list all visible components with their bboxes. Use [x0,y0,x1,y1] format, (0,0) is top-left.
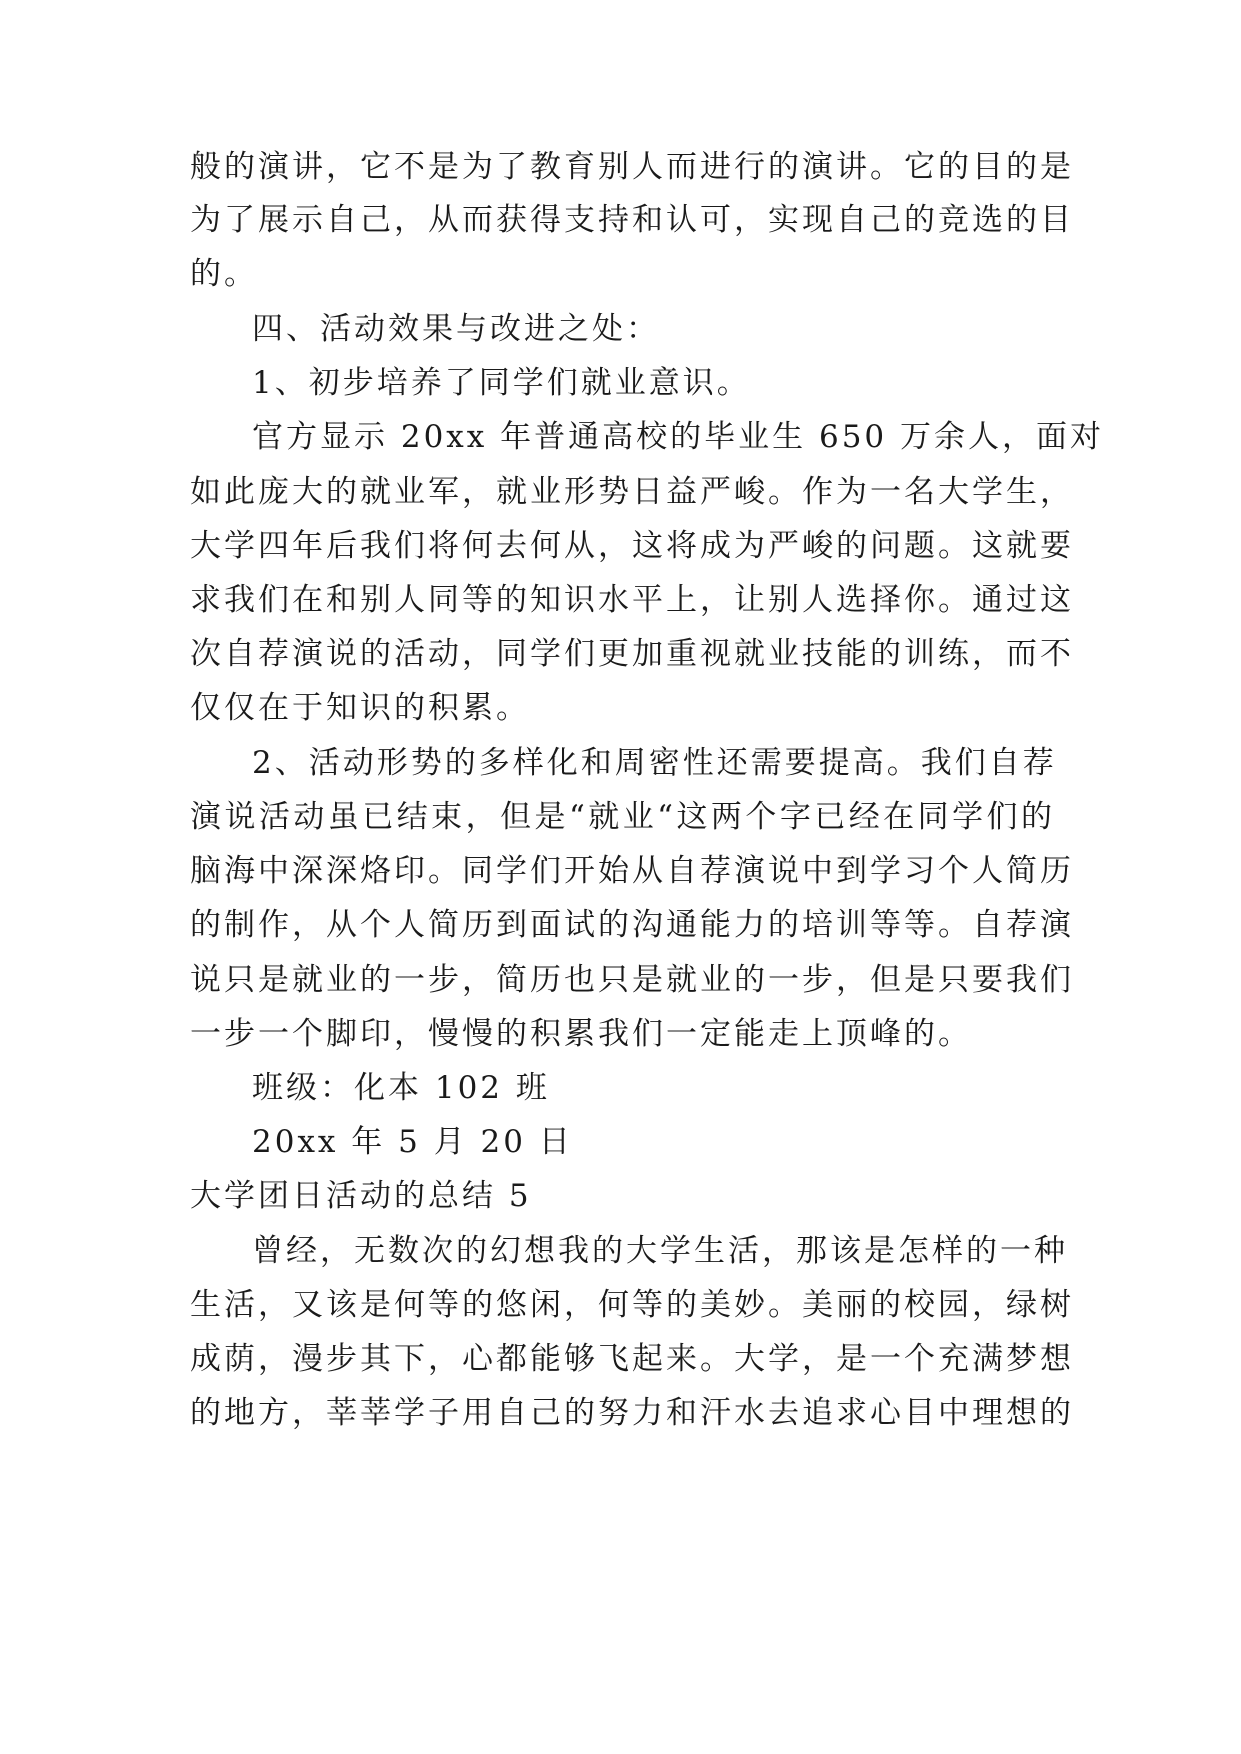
date-signature: 20xx 年 5 月 20 日 [252,1124,573,1160]
section-title: 大学团日活动的总结 5 [190,1178,532,1214]
text-line: 演说活动虽已结束，但是“就业“这两个字已经在同学们的 [190,799,1055,835]
text-line: 成荫，漫步其下，心都能够飞起来。大学，是一个充满梦想 [190,1341,1074,1377]
class-signature: 班级：化本 102 班 [252,1070,550,1106]
text-line: 官方显示 20xx 年普通高校的毕业生 650 万余人，面对 [252,419,1104,455]
text-line: 般的演讲，它不是为了教育别人而进行的演讲。它的目的是 [190,149,1074,185]
text-line: 的。 [190,256,258,292]
text-line: 说只是就业的一步，简历也只是就业的一步，但是只要我们 [190,962,1074,998]
text-line: 脑海中深深烙印。同学们开始从自荐演说中到学习个人简历 [190,853,1074,889]
text-line: 为了展示自己，从而获得支持和认可，实现自己的竞选的目 [190,202,1074,238]
section-heading: 四、活动效果与改进之处： [252,311,660,347]
text-line: 求我们在和别人同等的知识水平上，让别人选择你。通过这 [190,582,1074,618]
text-line: 一步一个脚印，慢慢的积累我们一定能走上顶峰的。 [190,1016,972,1052]
text-line: 次自荐演说的活动，同学们更加重视就业技能的训练，而不 [190,636,1074,672]
text-line: 的制作，从个人简历到面试的沟通能力的培训等等。自荐演 [190,907,1074,943]
text-line: 曾经，无数次的幻想我的大学生活，那该是怎样的一种 [252,1233,1068,1269]
text-line: 仅仅在于知识的积累。 [190,690,530,726]
list-item-heading: 1、初步培养了同学们就业意识。 [252,365,751,401]
list-item-heading: 2、活动形势的多样化和周密性还需要提高。我们自荐 [252,745,1057,781]
text-line: 如此庞大的就业军，就业形势日益严峻。作为一名大学生， [190,474,1074,510]
text-line: 大学四年后我们将何去何从，这将成为严峻的问题。这就要 [190,528,1074,564]
text-line: 的地方，莘莘学子用自己的努力和汗水去追求心目中理想的 [190,1395,1074,1431]
text-line: 生活，又该是何等的悠闲，何等的美妙。美丽的校园，绿树 [190,1287,1074,1323]
